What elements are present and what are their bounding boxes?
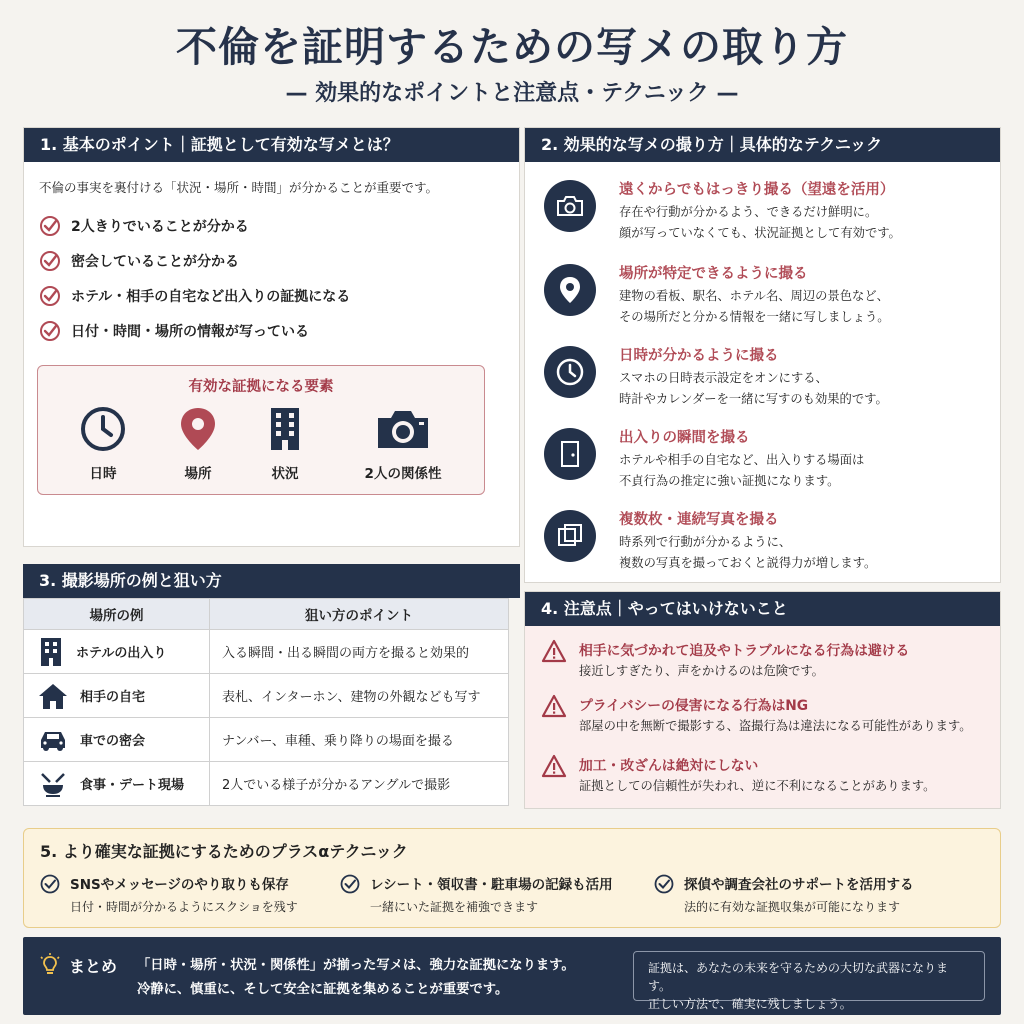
- techniques-panel: [524, 127, 1001, 583]
- technique-title: 場所が特定できるように撮る: [619, 266, 808, 282]
- technique-item: [539, 262, 994, 344]
- technique-item: [539, 178, 994, 260]
- warning-desc: 証拠としての信頼性が失われ、逆に不利になることがあります。: [579, 779, 936, 793]
- column-header: 狙い方のポイント: [210, 599, 509, 630]
- section2-heading: 2. 効果的な写メの撮り方｜具体的なテクニック: [525, 128, 1000, 162]
- dining-icon: [38, 770, 68, 798]
- summary-box: 証拠は、あなたの未来を守るための大切な武器になります。 正しい方法で、確実に残しましょう。: [633, 951, 985, 1001]
- camera-icon: [544, 180, 596, 232]
- check-item: [39, 313, 350, 348]
- element-label: 場所: [184, 466, 212, 482]
- location-pin-icon: [544, 264, 596, 316]
- warning-desc: 接近しすぎたり、声をかけるのは危険です。: [579, 664, 824, 678]
- evidence-elements-box: [37, 365, 485, 495]
- table-row: [24, 718, 509, 762]
- point-text: 表札、インターホン、建物の外観なども写す: [210, 674, 509, 718]
- car-icon: [38, 728, 68, 752]
- technique-title: 日時が分かるように撮る: [619, 348, 779, 364]
- warning-title: プライバシーの侵害になる行為はNG: [579, 698, 809, 714]
- place-label: 相手の自宅: [80, 690, 146, 705]
- element-place: [148, 406, 248, 482]
- check-circle-icon: [39, 215, 61, 237]
- clock-icon: [544, 346, 596, 398]
- photos-icon: [544, 510, 596, 562]
- summary-bar: [23, 937, 1001, 1015]
- table-header-row: [24, 599, 509, 630]
- element-relationship: [353, 406, 453, 482]
- place-label: 食事・デート現場: [80, 778, 185, 793]
- point-text: 入る瞬間・出る瞬間の両方を撮ると効果的: [210, 630, 509, 674]
- element-label: 日時: [89, 466, 117, 482]
- plus-title: SNSやメッセージのやり取りも保存: [70, 877, 289, 893]
- check-circle-icon: [39, 285, 61, 307]
- check-label: ホテル・相手の自宅など出入りの証拠になる: [71, 288, 351, 305]
- check-label: 2人きりでいることが分かる: [71, 218, 249, 235]
- plus-desc: 日付・時間が分かるようにスクショを残す: [70, 900, 298, 914]
- basic-points-panel: [23, 127, 520, 547]
- technique-item: [539, 426, 994, 508]
- technique-desc: 存在や行動が分かるよう、できるだけ鮮明に。 顔が写っていなくても、状況証拠として有効です。: [619, 205, 901, 240]
- technique-title: 複数枚・連続写真を撮る: [619, 512, 779, 528]
- technique-item: [539, 508, 994, 590]
- check-circle-icon: [39, 250, 61, 272]
- element-label: 状況: [271, 466, 299, 482]
- camera-icon: [374, 406, 432, 452]
- checklist: [39, 208, 350, 348]
- technique-item: [539, 344, 994, 426]
- section1-intro: 不倫の事実を裏付ける「状況・場所・時間」が分かることが重要です。: [39, 180, 439, 195]
- house-icon: [38, 682, 68, 710]
- warning-desc: 部屋の中を無断で撮影する、盗撮行為は違法になる可能性があります。: [579, 719, 972, 733]
- summary-label: まとめ: [39, 953, 117, 977]
- place-label: 車での密会: [80, 734, 146, 749]
- check-circle-icon: [39, 320, 61, 342]
- elements-title: 有効な証拠になる要素: [188, 379, 334, 395]
- element-datetime: [53, 406, 153, 482]
- warning-icon: [541, 754, 567, 778]
- table-row: [24, 762, 509, 806]
- clock-icon: [80, 406, 126, 452]
- check-circle-icon: [40, 874, 60, 894]
- check-item: [39, 278, 350, 313]
- point-text: ナンバー、車種、乗り降りの場面を撮る: [210, 718, 509, 762]
- technique-title: 出入りの瞬間を撮る: [619, 430, 750, 446]
- check-label: 密会していることが分かる: [71, 253, 239, 270]
- table-row: [24, 674, 509, 718]
- check-item: [39, 208, 350, 243]
- cautions-panel: [524, 591, 1001, 809]
- section3-heading: 3. 撮影場所の例と狙い方: [23, 564, 520, 598]
- technique-desc: 時系列で行動が分かるように、 複数の写真を撮っておくと説得力が増します。: [619, 535, 877, 570]
- locations-panel: [23, 564, 520, 808]
- plus-title: レシート・領収書・駐車場の記録も活用: [370, 877, 613, 893]
- check-circle-icon: [340, 874, 360, 894]
- check-item: [39, 243, 350, 278]
- warning-title: 相手に気づかれて追及やトラブルになる行為は避ける: [579, 643, 910, 659]
- warning-icon: [541, 639, 567, 663]
- element-situation: [235, 406, 335, 482]
- check-circle-icon: [654, 874, 674, 894]
- locations-table: [23, 598, 509, 806]
- place-label: ホテルの出入り: [76, 646, 167, 661]
- building-icon: [38, 637, 64, 667]
- technique-desc: ホテルや相手の自宅など、出入りする場面は 不貞行為の推定に強い証拠になります。: [619, 453, 865, 488]
- section4-heading: 4. 注意点｜やってはいけないこと: [525, 592, 1000, 626]
- page-title: 不倫を証明するための写メの取り方: [176, 23, 848, 71]
- element-label: 2人の関係性: [364, 466, 442, 482]
- summary-text: 「日時・場所・状況・関係性」が揃った写メは、強力な証拠になります。 冷静に、慎重に、そして安全に証拠を集めることが重要です。: [137, 958, 575, 997]
- building-icon: [267, 406, 303, 452]
- location-pin-icon: [178, 406, 218, 452]
- warning-title: 加工・改ざんは絶対にしない: [579, 758, 759, 774]
- warning-icon: [541, 694, 567, 718]
- column-header: 場所の例: [24, 599, 210, 630]
- plus-alpha-panel: [23, 828, 1001, 928]
- lightbulb-icon: [39, 953, 61, 977]
- plus-desc: 一緒にいた証拠を補強できます: [370, 900, 539, 914]
- point-text: 2人でいる様子が分かるアングルで撮影: [210, 762, 509, 806]
- technique-title: 遠くからでもはっきり撮る（望遠を活用）: [619, 182, 895, 198]
- technique-desc: 建物の看板、駅名、ホテル名、周辺の景色など、 その場所だと分かる情報を一緒に写しましょう。: [619, 289, 890, 324]
- door-icon: [544, 428, 596, 480]
- plus-title: 探偵や調査会社のサポートを活用する: [684, 877, 914, 893]
- table-row: [24, 630, 509, 674]
- check-label: 日付・時間・場所の情報が写っている: [71, 323, 309, 340]
- section1-heading: 1. 基本のポイント｜証拠として有効な写メとは？: [24, 128, 519, 162]
- page-subtitle: — 効果的なポイントと注意点・テクニック —: [285, 81, 739, 106]
- section5-heading: 5. より確実な証拠にするためのプラスαテクニック: [40, 842, 408, 861]
- plus-desc: 法的に有効な証拠収集が可能になります: [684, 900, 901, 914]
- technique-desc: スマホの日時表示設定をオンにする、 時計やカレンダーを一緒に写すのも効果的です。: [619, 371, 888, 406]
